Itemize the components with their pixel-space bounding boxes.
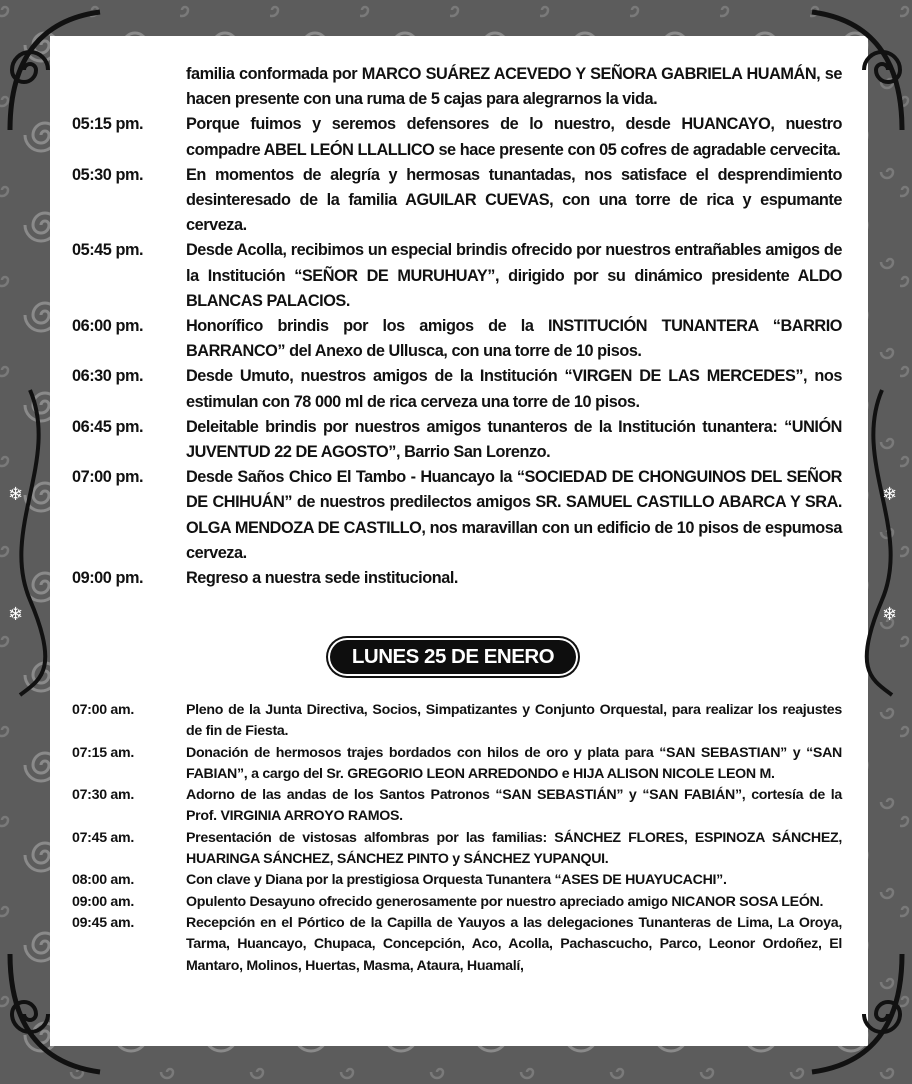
entry-description: Regreso a nuestra sede institucional.: [186, 569, 458, 588]
entry-description: Pleno de la Junta Directiva, Socios, Simpatizantes y Conjunto Orquestal, para realizar los reajustes de fin de Fiesta.: [186, 702, 842, 740]
entry-description: Porque fuimos y seremos defensores de lo nuestro, desde HUANCAYO, nuestro compadre ABEL LEÓN LLALLICO se hace presente con 05 cofres de agradable cervecita.: [186, 115, 842, 159]
schedule-entry: [72, 238, 842, 314]
entry-description: Recepción en el Pórtico de la Capilla de Yauyos a las delegaciones Tunanteras de Lima, La Oroya, Tarma, Huancayo, Chupaca, Concepción, Aco, Acolla, Pachascucho, Parco, Leonor Ordoñez, El Mantaro, Molinos, Huertas, Masma, Ataura, Huamalí,: [186, 914, 842, 974]
program-list-monday: [72, 700, 842, 977]
svg-text:❄: ❄: [78, 81, 95, 105]
entry-time: 09:00 am.: [72, 893, 134, 910]
day-heading: LUNES 25 DE ENERO: [330, 640, 576, 674]
entry-description: Donación de hermosos trajes bordados con hilos de oro y plata para “SAN SEBASTIAN” y “SAN FABIAN”, a cargo del Sr. GREGORIO LEON ARREDONDO e HIJA ALISON NICOLE LEON M.: [186, 744, 842, 782]
entry-description: En momentos de alegría y hermosas tunantadas, nos satisface el desprendimiento desinteresado de la familia AGUILAR CUEVAS, con una torre de rica y espumante cerveza.: [186, 165, 842, 235]
schedule-entry: [72, 892, 842, 913]
schedule-entry: [72, 364, 842, 414]
schedule-entry: [72, 112, 842, 162]
schedule-entry: [72, 870, 842, 891]
entry-time: 05:30 pm.: [72, 165, 144, 184]
entry-time: 07:15 am.: [72, 744, 134, 761]
entry-description: Desde Acolla, recibimos un especial brindis ofrecido por nuestros entrañables amigos de la Institución “SEÑOR DE MURUHUAY”, dirigido por su dinámico presidente ALDO BLANCAS PALACIOS.: [186, 241, 842, 310]
svg-text:❄: ❄: [8, 484, 24, 505]
schedule-entry: [72, 828, 842, 871]
svg-text:❄: ❄: [8, 604, 24, 625]
entry-time: 05:15 pm.: [72, 115, 144, 134]
svg-text:❄: ❄: [816, 975, 833, 999]
schedule-entry: [72, 465, 842, 566]
entry-time: 06:30 pm.: [72, 367, 144, 386]
svg-text:❄: ❄: [882, 484, 898, 505]
entry-time: 09:45 am.: [72, 914, 134, 931]
schedule-entry: [72, 785, 842, 828]
entry-description: Opulento Desayuno ofrecido generosamente por nuestro apreciado amigo NICANOR SOSA LEÓN.: [186, 893, 824, 910]
program-page: [50, 36, 868, 1046]
schedule-entry: [72, 62, 842, 112]
entry-time: 07:00 am.: [72, 702, 134, 718]
schedule-entry: [72, 314, 842, 364]
schedule-entry: [72, 566, 842, 591]
entry-description: Adorno de las andas de los Santos Patronos “SAN SEBASTIÁN” y “SAN FABIÁN”, cortesía de la Prof. VIRGINIA ARROYO RAMOS.: [186, 787, 842, 825]
entry-description: Desde Saños Chico El Tambo - Huancayo la “SOCIEDAD DE CHONGUINOS DEL SEÑOR DE CHIHUÁN” de nuestros predilectos amigos SR. SAMUEL CASTILLO ABARCA Y SRA. OLGA MENDOZA DE CASTILLO, nos maravillan con un edificio de 10 pisos de espumosa cerveza.: [186, 468, 842, 562]
program-list-sunday: [72, 62, 842, 591]
entry-description: Honorífico brindis por los amigos de la INSTITUCIÓN TUNANTERA “BARRIO BARRANCO” del Anexo de Ullusca, con una torre de 10 pisos.: [186, 317, 842, 361]
entry-time: 07:30 am.: [72, 787, 134, 804]
entry-time: 07:00 pm.: [72, 468, 144, 487]
entry-time: 09:00 pm.: [72, 569, 144, 588]
entry-time: 06:00 pm.: [72, 317, 144, 336]
svg-text:❄: ❄: [816, 81, 833, 105]
entry-description: Desde Umuto, nuestros amigos de la Institución “VIRGEN DE LAS MERCEDES”, nos estimulan con 78 000 ml de rica cerveza una torre de 10 pisos.: [186, 367, 842, 411]
svg-text:❄: ❄: [78, 975, 95, 999]
entry-time: 06:45 pm.: [72, 417, 144, 436]
entry-description: Con clave y Diana por la prestigiosa Orquesta Tunantera “ASES DE HUAYUCACHI”.: [186, 872, 727, 889]
entry-description: familia conformada por MARCO SUÁREZ ACEVEDO Y SEÑORA GABRIELA HUAMÁN, se hacen presente con una ruma de 5 cajas para alegrarnos la vida.: [186, 65, 842, 109]
entry-description: Presentación de vistosas alfombras por las familias: SÁNCHEZ FLORES, ESPINOZA SÁNCHEZ, HUARINGA SÁNCHEZ, SÁNCHEZ PINTO y SÁNCHEZ YUPANQUI.: [186, 829, 842, 868]
schedule-entry: [72, 700, 842, 743]
svg-text:❄: ❄: [882, 604, 898, 625]
entry-description: Deleitable brindis por nuestros amigos tunanteros de la Institución tunantera: “UNIÓN JUVENTUD 22 DE AGOSTO”, Barrio San Lorenzo.: [186, 417, 842, 462]
schedule-entry: [72, 913, 842, 977]
schedule-entry: [72, 415, 842, 465]
entry-time: 08:00 am.: [72, 872, 134, 889]
schedule-entry: [72, 743, 842, 786]
entry-time: 07:45 am.: [72, 829, 134, 846]
entry-time: 05:45 pm.: [72, 241, 144, 260]
schedule-entry: [72, 163, 842, 239]
